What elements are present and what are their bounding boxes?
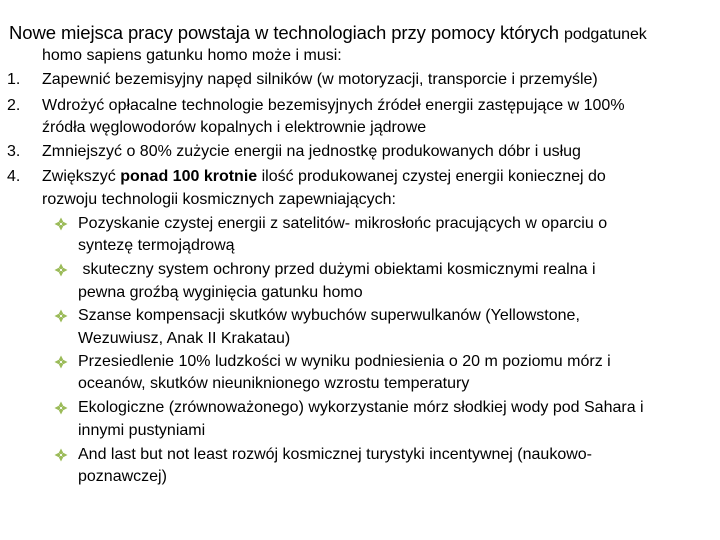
bullet-5-line-2: innymi pustyniami — [78, 422, 206, 439]
title-text: Nowe miejsca pracy powstaja w technologiach przy pomocy których — [9, 22, 559, 43]
item-2-line-2: źródła węglowodorów kopalnych i elektrownie jądrowe — [42, 119, 427, 136]
item-4-line-1 — [42, 167, 606, 187]
diamond-four-leaf-icon — [54, 355, 68, 369]
bullet-6-line-1: And last but not least rozwój kosmicznej turystyki incentywnej (naukowo- — [78, 446, 592, 463]
bullet-1-line-1: Pozyskanie czystej energii z satelitów- mikrosłońc pracujących w oparciu o — [78, 215, 608, 232]
bullet-3-line-2: Wezuwiusz, Anak II Krakatau) — [78, 330, 291, 347]
diamond-four-leaf-icon — [54, 448, 68, 462]
item-4-post: ilość produkowanej czystej energii koniecznej do — [257, 168, 606, 185]
item-number: 2. — [7, 97, 21, 114]
item-1-line-1: Zapewnić bezemisyjny napęd silników (w motoryzacji, transporcie i przemyśle) — [42, 71, 598, 88]
diamond-four-leaf-icon — [54, 217, 68, 231]
diamond-four-leaf-icon — [54, 263, 68, 277]
slide-title — [9, 22, 717, 46]
bullet-2-line-2: pewna groźbą wyginięcia gatunku homo — [78, 284, 363, 301]
bullet-1-line-2: syntezę termojądrową — [78, 237, 235, 254]
item-3-line-1: Zmniejszyć o 80% zużycie energii na jednostkę produkowanych dóbr i usług — [42, 143, 581, 160]
bullet-2-line-1: skuteczny system ochrony przed dużymi obiektami kosmicznymi realna i — [78, 261, 596, 278]
bullet-4-line-2: oceanów, skutków nieuniknionego wzrostu temperatury — [78, 375, 470, 392]
bullet-5-line-1: Ekologiczne (zrównoważonego) wykorzystanie mórz słodkiej wody pod Sahara i — [78, 399, 644, 416]
item-number: 3. — [7, 143, 21, 160]
item-number: 4. — [7, 168, 21, 185]
bullet-4-line-1: Przesiedlenie 10% ludzkości w wyniku podniesienia o 20 m poziomu mórz i — [78, 353, 611, 370]
item-number: 1. — [7, 71, 21, 88]
title-tail: podgatunek — [564, 26, 647, 43]
diamond-four-leaf-icon — [54, 401, 68, 415]
bullet-6-line-2: poznawczej) — [78, 468, 167, 485]
intro-line: homo sapiens gatunku homo może i musi: — [42, 47, 342, 64]
bullet-3-line-1: Szanse kompensacji skutków wybuchów superwulkanów (Yellowstone, — [78, 307, 580, 324]
item-4-bold: ponad 100 krotnie — [120, 168, 258, 185]
diamond-four-leaf-icon — [54, 309, 68, 323]
item-4-pre: Zwiększyć — [42, 168, 121, 185]
item-2-line-1: Wdrożyć opłacalne technologie bezemisyjnych źródeł energii zastępujące w 100% — [42, 97, 625, 114]
item-4-line-2: rozwoju technologii kosmicznych zapewniających: — [42, 191, 396, 208]
